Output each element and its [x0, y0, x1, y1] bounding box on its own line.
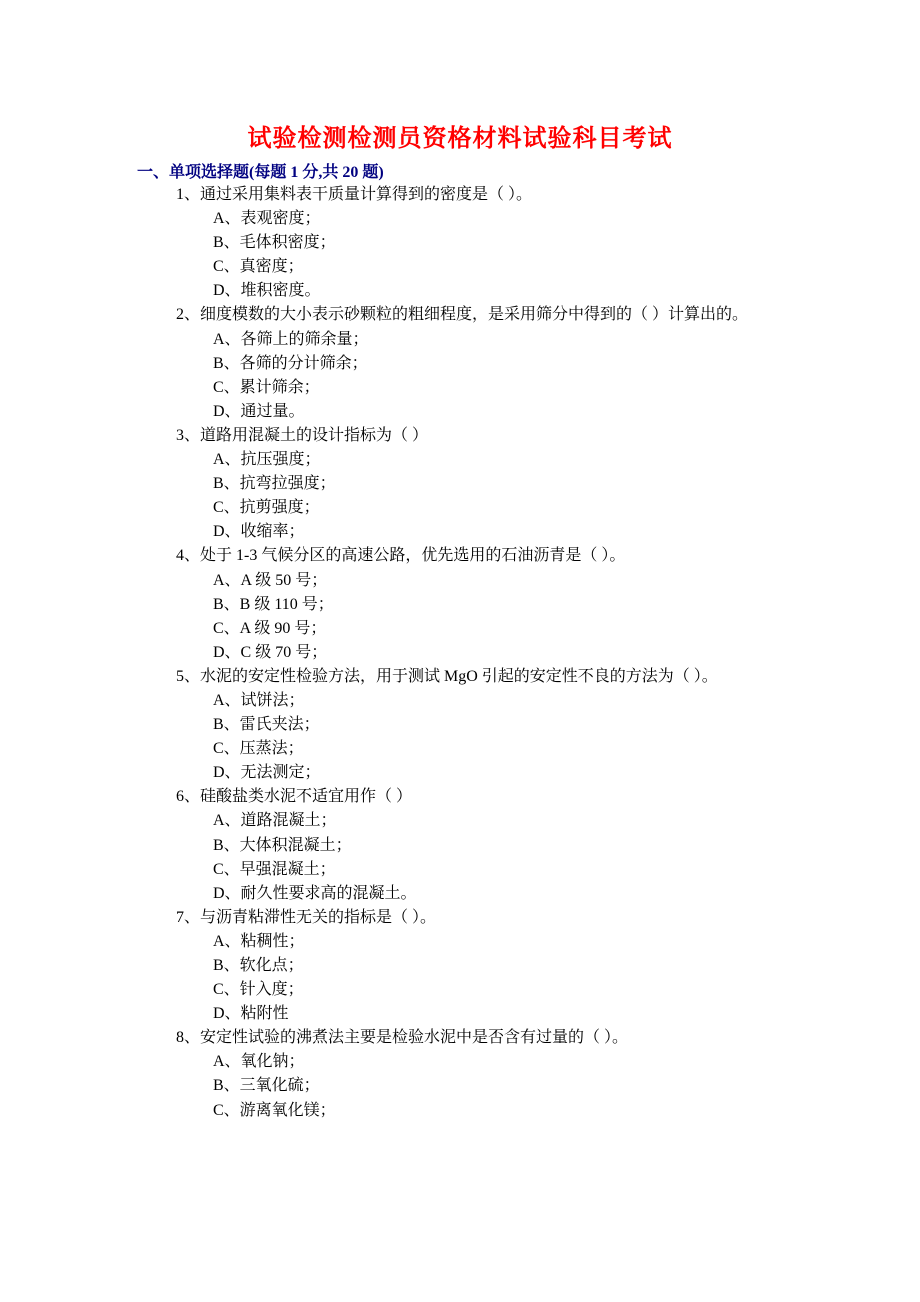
answer-option: A、道路混凝土； [213, 812, 337, 830]
question-text: 3、道路用混凝土的设计指标为（ ） [176, 426, 429, 444]
answer-option: B、B 级 110 号； [213, 595, 334, 613]
answer-option: B、大体积混凝土； [213, 836, 352, 854]
answer-option: C、游离氧化镁； [213, 1101, 336, 1119]
answer-option: C、针入度； [213, 981, 304, 999]
document-title: 试验检测检测员资格材料试验科目考试 [247, 126, 673, 152]
answer-option: B、三氧化硫； [213, 1077, 320, 1095]
question-text: 5、水泥的安定性检验方法，用于测试 MgO 引起的安定性不良的方法为（ ）。 [176, 667, 718, 685]
answer-option: D、无法测定； [213, 764, 321, 782]
answer-option: C、早强混凝土； [213, 860, 336, 878]
question-text: 4、处于 1-3 气候分区的高速公路，优先选用的石油沥青是（ ）。 [176, 547, 626, 565]
answer-option: C、A 级 90 号； [213, 619, 327, 637]
question-text: 2、细度模数的大小表示砂颗粒的粗细程度，是采用筛分中得到的（ ）计算出的。 [176, 306, 749, 324]
answer-option: D、粘附性 [213, 1005, 289, 1023]
question-text: 1、通过采用集料表干质量计算得到的密度是（ ）。 [176, 186, 533, 203]
question-text: 8、安定性试验的沸煮法主要是检验水泥中是否含有过量的（ ）。 [176, 1029, 629, 1047]
answer-option: A、试饼法； [213, 691, 305, 709]
answer-option: C、真密度； [213, 258, 304, 276]
question-text: 6、硅酸盐类水泥不适宜用作（ ） [176, 788, 413, 806]
answer-option: B、抗弯拉强度； [213, 475, 336, 493]
answer-option: A、氧化钠； [213, 1053, 305, 1071]
section-heading: 一、单项选择题(每题 1 分,共 20 题) [137, 164, 384, 181]
answer-option: D、收缩率； [213, 523, 305, 541]
answer-option: D、C 级 70 号； [213, 643, 328, 661]
answer-option: A、抗压强度； [213, 451, 321, 469]
answer-option: C、累计筛余； [213, 378, 320, 396]
question-list [137, 183, 792, 1123]
answer-option: B、雷氏夹法； [213, 716, 320, 734]
answer-option: A、各筛上的筛余量； [213, 330, 369, 348]
answer-option: B、软化点； [213, 957, 304, 974]
answer-option: C、抗剪强度； [213, 499, 320, 517]
answer-option: C、压蒸法； [213, 740, 304, 758]
answer-option: D、堆积密度。 [213, 282, 321, 300]
answer-option: B、各筛的分计筛余； [213, 354, 368, 372]
answer-option: A、A 级 50 号； [213, 571, 328, 589]
answer-option: D、耐久性要求高的混凝土。 [213, 884, 417, 902]
answer-option: A、粘稠性； [213, 932, 305, 950]
answer-option: B、毛体积密度； [213, 234, 336, 252]
answer-option: A、表观密度； [213, 210, 321, 228]
answer-option: D、通过量。 [213, 402, 305, 420]
question-text: 7、与沥青粘滞性无关的指标是（ ）。 [176, 908, 437, 926]
